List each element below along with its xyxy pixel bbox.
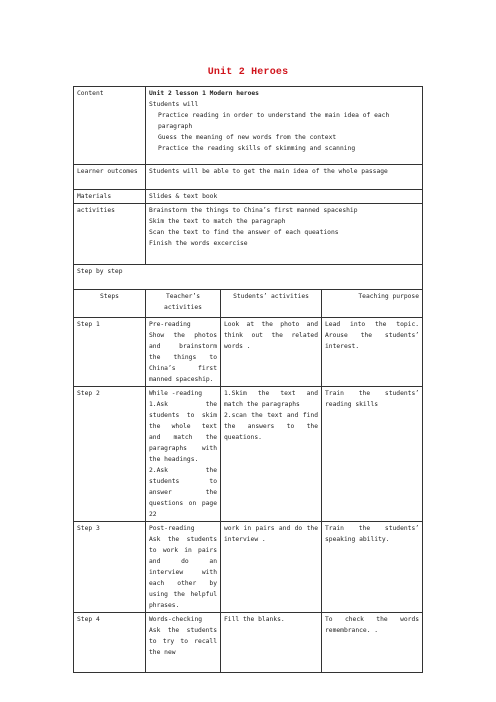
teaching-purpose: Lead into the topic. Arouse the students’ interest. bbox=[322, 318, 423, 387]
step-label: Step 4 bbox=[74, 613, 146, 673]
content-cell bbox=[146, 87, 423, 165]
learner-outcomes-row bbox=[74, 165, 423, 190]
step-label: Step 1 bbox=[74, 318, 146, 387]
teaching-purpose: To check the words remembrance. . bbox=[322, 613, 423, 673]
step-row bbox=[74, 613, 423, 673]
activity-item: Brainstorm the things to China’s first manned spaceship bbox=[149, 207, 358, 214]
objective-item: Practice reading in order to understand the main idea of each paragraph bbox=[158, 112, 390, 130]
content-label: Content bbox=[74, 87, 146, 165]
student-activity-text: 2.scan the text and find the answers to the queations. bbox=[224, 412, 318, 441]
activity-item: Skim the text to match the paragraph bbox=[149, 218, 286, 225]
teacher-activity bbox=[146, 613, 221, 673]
teacher-activity-text: 1.Ask the students to skim the whole text and match the paragraphs with the headings. bbox=[149, 401, 217, 463]
activity-item: Scan the text to find the answer of each queations bbox=[149, 229, 339, 236]
activities-row bbox=[74, 204, 423, 265]
step-by-step-label: Step by step bbox=[74, 265, 423, 290]
student-activity bbox=[221, 387, 322, 522]
teaching-purpose: Train the students’ reading skills bbox=[322, 387, 423, 522]
step-row bbox=[74, 387, 423, 522]
learner-outcomes-text: Students will be able to get the main idea of the whole passage bbox=[146, 165, 423, 190]
objective-item: Guess the meaning of new words from the context bbox=[158, 134, 337, 141]
teacher-activity bbox=[146, 522, 221, 613]
teacher-activity-text: 2.Ask the students to answer the questions on page 22 bbox=[149, 467, 217, 518]
step-by-step-row bbox=[74, 265, 423, 290]
teacher-activity-text: Ask the students to work in pairs and do an interview with each other by using the helpful phrases. bbox=[149, 536, 217, 609]
teacher-activity-text: Ask the students to try to recall the new bbox=[149, 627, 217, 656]
content-row bbox=[74, 87, 423, 165]
step-label: Step 3 bbox=[74, 522, 146, 613]
activity-item: Finish the words excercise bbox=[149, 240, 248, 247]
teacher-activity-title: Words-checking bbox=[149, 616, 203, 623]
student-activity: work in pairs and do the interview . bbox=[221, 522, 322, 613]
objective-item: Practice the reading skills of skimming and scanning bbox=[158, 145, 356, 152]
student-activity: Fill the blanks. bbox=[221, 613, 322, 673]
lesson-heading: Unit 2 lesson 1 Modern heroes bbox=[149, 90, 259, 97]
teacher-activity-text: Show the photos and brainstorm the things to China’s first manned spaceship. bbox=[149, 332, 217, 383]
step-row bbox=[74, 318, 423, 387]
teaching-purpose: Train the students’ speaking ability. bbox=[322, 522, 423, 613]
learner-outcomes-label: Learner outcomes bbox=[74, 165, 146, 190]
teacher-activity-title: Post-reading bbox=[149, 525, 195, 532]
activities-label: activities bbox=[74, 204, 146, 265]
teacher-activity bbox=[146, 387, 221, 522]
student-activity-text: 1.Skim the text and match the paragraphs bbox=[224, 390, 318, 408]
student-activity: Look at the photo and think out the related words . bbox=[221, 318, 322, 387]
column-header-students: Students’ activities bbox=[221, 290, 322, 318]
step-label: Step 2 bbox=[74, 387, 146, 522]
lesson-plan-table bbox=[73, 86, 423, 673]
column-header-purpose: Teaching purpose bbox=[322, 290, 423, 318]
teacher-activity bbox=[146, 318, 221, 387]
teacher-activity-title: While -reading bbox=[149, 390, 203, 397]
materials-label: Materials bbox=[74, 190, 146, 204]
step-row bbox=[74, 522, 423, 613]
teacher-activity-title: Pre-reading bbox=[149, 321, 191, 328]
materials-text: Slides & text book bbox=[146, 190, 423, 204]
column-header-teacher: Teacher’s activities bbox=[146, 290, 221, 318]
objectives-intro: Students will bbox=[149, 101, 199, 108]
steps-header-row bbox=[74, 290, 423, 318]
activities-cell bbox=[146, 204, 423, 265]
document-title: Unit 2 Heroes bbox=[207, 67, 289, 78]
column-header-steps: Steps bbox=[74, 290, 146, 318]
materials-row bbox=[74, 190, 423, 204]
